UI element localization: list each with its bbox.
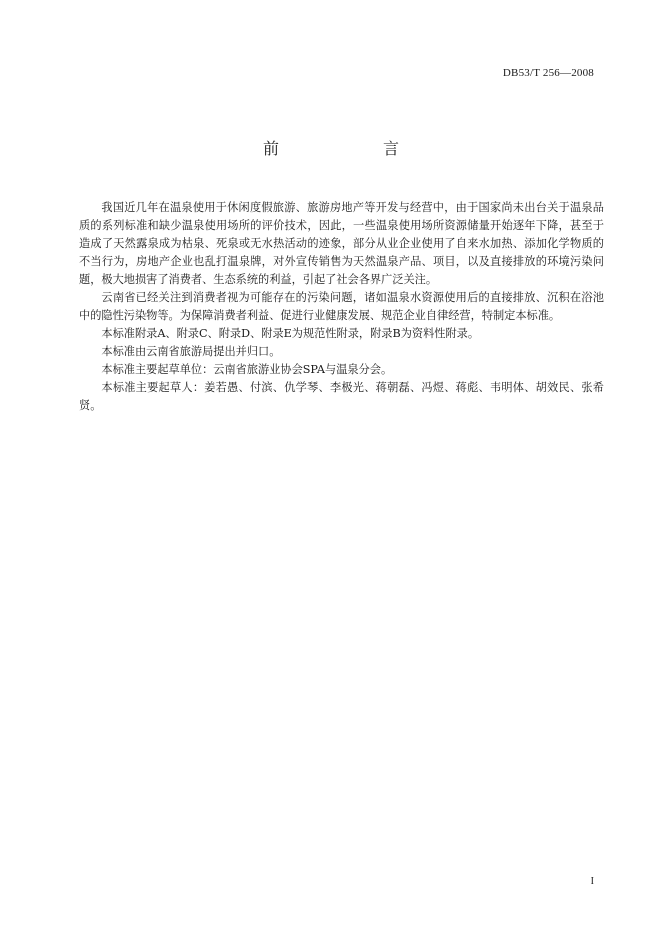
paragraph-proposer: 本标准由云南省旅游局提出并归口。 [101,345,281,358]
paragraph-background: 我国近几年在温泉使用于休闲度假旅游、旅游房地产等开发与经营中，由于国家尚未出台关于温泉品质的系列标准和缺少温泉使用场所的评价技术，因此，一些温泉使用场所资源储量开始逐年下降，甚至于造成了天然露泉成为枯泉、死泉或无水热活动的迹象，部分从业企业使用了自来水加热、添加化学物质的不当行为，房地产企业也乱打温泉牌，对外宣传销售为天然温泉产品、项目，以及直接排放的环境污染问题，极大地损害了消费者、生态系统的利益，引起了社会各界广泛关注。 [79,201,604,286]
standard-code: DB53/T 256—2008 [502,67,594,79]
foreword-body [79,199,604,415]
paragraph-purpose: 云南省已经关注到消费者视为可能存在的污染问题，诸如温泉水资源使用后的直接排放、沉积在浴池中的隐性污染物等。为保障消费者利益、促进行业健康发展、规范企业自律经营，特制定本标准。 [79,291,604,322]
paragraph-appendices: 本标准附录A、附录C、附录D、附录E为规范性附录，附录B为资料性附录。 [101,327,480,340]
page-number: I [590,876,594,887]
paragraph-drafters: 本标准主要起草人：姜若愚、付滨、仇学琴、李极光、蒋朝磊、冯煜、蒋彪、韦明体、胡效民、张希贤。 [79,381,604,412]
page-title: 前 言 [262,139,423,158]
paragraph-drafting-unit: 本标准主要起草单位：云南省旅游业协会SPA与温泉分会。 [101,363,393,376]
